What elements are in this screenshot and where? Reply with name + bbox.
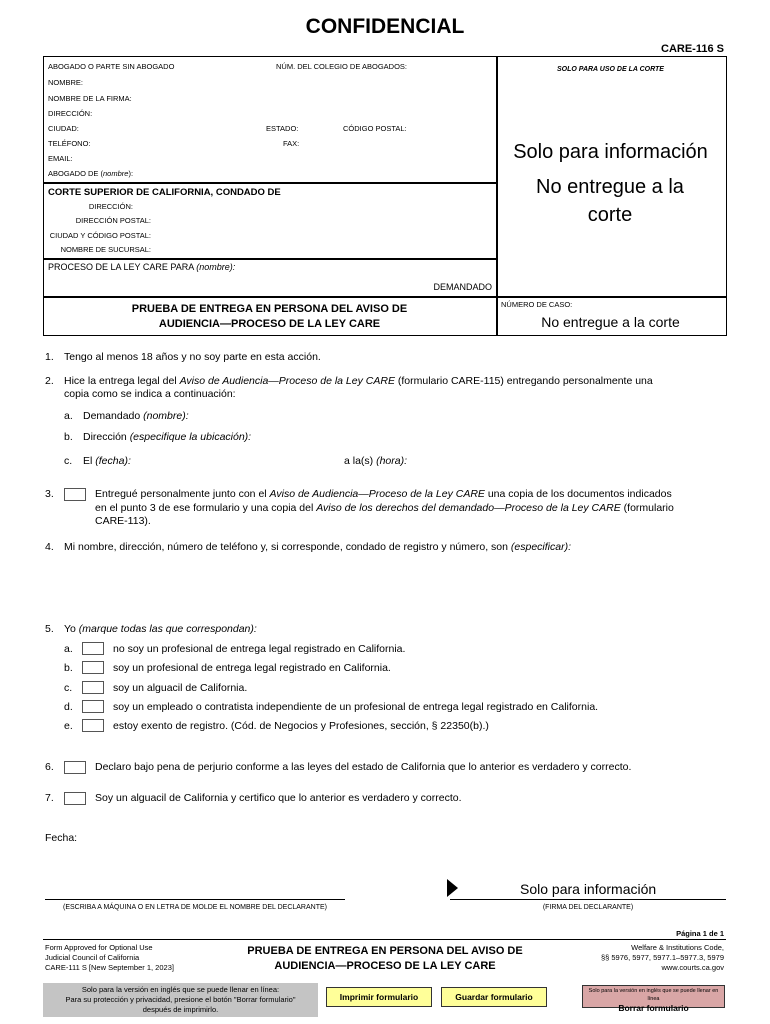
item-2-text xyxy=(64,375,744,387)
item-5e-text: estoy exento de registro. (Cód. de Negocios y Profesiones, sección, § 22350(b).) xyxy=(113,720,489,732)
item-3-text xyxy=(95,488,735,529)
item-2b-text xyxy=(83,431,251,443)
item-1-number: 1. xyxy=(45,351,54,363)
item-5e-checkbox[interactable] xyxy=(82,719,104,732)
proceeding-label xyxy=(48,262,235,272)
item-5-b: (marque todas las que correspondan): xyxy=(78,623,257,635)
item-7-checkbox[interactable] xyxy=(64,792,86,805)
clear-form-button[interactable] xyxy=(582,985,725,1013)
signature-caption: (FIRMA DEL DECLARANTE) xyxy=(542,904,634,911)
item-1-text: Tengo al menos 18 años y no soy parte en esta acción. xyxy=(64,351,321,363)
bottom-notice-3: después de imprimirlo. xyxy=(142,1005,219,1014)
item-2c-italic: (fecha): xyxy=(95,455,131,467)
item-6-checkbox[interactable] xyxy=(64,761,86,774)
item-2c-label: c. xyxy=(64,455,73,467)
item-2a-text xyxy=(83,410,189,422)
fax-label: FAX: xyxy=(283,139,300,148)
item-3-l2a: en el punto 3 de ese formulario y una copia del xyxy=(95,501,317,514)
signature-arrow-icon xyxy=(447,879,458,897)
court-city-zip-label: CIUDAD Y CÓDIGO POSTAL: xyxy=(49,231,151,240)
item-4-text xyxy=(64,541,571,553)
attorney-for-italic: nombre xyxy=(103,169,129,178)
item-5e-label: e. xyxy=(64,720,73,732)
item-2-number: 2. xyxy=(45,375,54,387)
bottom-notice-1: Solo para la versión en inglés que se puede llenar en línea: xyxy=(81,985,280,994)
item-2b-label: b. xyxy=(64,431,73,443)
item-3-line2 xyxy=(95,502,735,516)
item-2a-plain: Demandado xyxy=(83,410,144,422)
item-2c-text xyxy=(83,455,131,467)
case-number-label: NÚMERO DE CASO: xyxy=(501,300,573,309)
form-title xyxy=(43,302,496,332)
item-2c-time xyxy=(344,455,407,467)
item-5-number: 5. xyxy=(45,623,54,635)
item-3-a: Entregué personalmente junto con el xyxy=(95,488,270,500)
info-only-stamp: Solo para información xyxy=(513,141,708,163)
attorney-box xyxy=(43,56,498,184)
item-5b-text: soy un profesional de entrega legal registrado en California. xyxy=(113,662,391,674)
item-2b-italic: (especifique la ubicación): xyxy=(129,431,252,443)
name-caption: (ESCRIBA A MÁQUINA O EN LETRA DE MOLDE EL NOMBRE DEL DECLARANTE) xyxy=(63,904,327,911)
footer-rule xyxy=(43,939,726,940)
bar-number-label: NÚM. DEL COLEGIO DE ABOGADOS: xyxy=(276,62,408,71)
footer-title-2: AUDIENCIA—PROCESO DE LA LEY CARE xyxy=(274,960,496,972)
item-4-number: 4. xyxy=(45,541,54,553)
date-label: Fecha: xyxy=(45,832,78,844)
item-2c-time-italic: (hora): xyxy=(376,455,408,467)
address-label: DIRECCIÓN: xyxy=(48,109,93,118)
confidential-title: CONFIDENCIAL xyxy=(305,15,465,38)
signature-info-only: Solo para información xyxy=(520,881,657,897)
footer-left-3: CARE-111 S [New September 1, 2023] xyxy=(45,963,174,972)
footer-right-1: Welfare & Institutions Code, xyxy=(631,943,724,952)
court-mailing-label: DIRECCIÓN POSTAL: xyxy=(75,216,151,225)
item-3-c: una copia de los documentos indicados xyxy=(484,488,672,500)
footer-left-2: Judicial Council of California xyxy=(45,953,140,962)
item-4-b: (especificar): xyxy=(510,541,571,553)
city-label: CIUDAD: xyxy=(48,124,79,133)
do-not-file-stamp: No entregue a la corte xyxy=(536,176,684,226)
item-2-a: Hice la entrega legal del xyxy=(64,375,180,387)
footer-title-1: PRUEBA DE ENTREGA EN PERSONA DEL AVISO DE xyxy=(247,945,523,957)
form-title-line2: AUDIENCIA—PROCESO DE LA LEY CARE xyxy=(158,318,381,330)
footer-right-2: §§ 5976, 5977, 5977.1–5977.3, 5979 xyxy=(600,953,724,962)
item-7-number: 7. xyxy=(45,792,54,804)
name-line xyxy=(45,899,345,900)
attorney-for-text: ABOGADO DE ( xyxy=(48,169,104,178)
signature-line xyxy=(450,899,726,900)
item-2-b: Aviso de Audiencia—Proceso de la Ley CARE xyxy=(179,375,395,387)
court-title: CORTE SUPERIOR DE CALIFORNIA, CONDADO DE xyxy=(48,187,281,198)
item-5-a: Yo xyxy=(64,623,79,635)
item-2-c: (formulario CARE-115) entregando personalmente una xyxy=(394,375,653,387)
item-7-text: Soy un alguacil de California y certifico que lo anterior es verdadero y correcto. xyxy=(95,792,462,804)
attorney-for-label xyxy=(48,169,133,178)
item-3-line1 xyxy=(95,488,735,502)
item-6-number: 6. xyxy=(45,761,54,773)
save-form-button[interactable]: Guardar formulario xyxy=(441,987,547,1007)
item-4-a: Mi nombre, dirección, número de teléfono y, si corresponde, condado de registro y número, son xyxy=(64,541,511,553)
item-3-b: Aviso de Audiencia—Proceso de la Ley CARE xyxy=(269,488,485,500)
print-form-button[interactable]: Imprimir formulario xyxy=(326,987,432,1007)
court-branch-label: NOMBRE DE SUCURSAL: xyxy=(60,245,151,254)
zip-label: CÓDIGO POSTAL: xyxy=(343,124,407,133)
item-3-number: 3. xyxy=(45,488,54,500)
footer-left-1: Form Approved for Optional Use xyxy=(45,943,153,952)
item-5b-label: b. xyxy=(64,662,73,674)
item-2c-time-plain: a la(s) xyxy=(344,455,377,467)
court-use-label: SOLO PARA USO DE LA CORTE xyxy=(557,66,664,73)
email-label: EMAIL: xyxy=(48,154,73,163)
proceeding-text: PROCESO DE LA LEY CARE PARA xyxy=(48,262,197,272)
item-3-line3: CARE-113). xyxy=(95,515,151,527)
item-2-line2: copia como se indica a continuación: xyxy=(64,388,236,400)
item-5d-checkbox[interactable] xyxy=(82,700,104,713)
footer-left xyxy=(45,943,174,973)
item-5a-text: no soy un profesional de entrega legal registrado en California. xyxy=(113,643,406,655)
bottom-notice xyxy=(43,983,318,1017)
respondent-label: DEMANDADO xyxy=(433,282,492,292)
form-title-line1: PRUEBA DE ENTREGA EN PERSONA DEL AVISO DE xyxy=(131,303,408,315)
item-2c-plain: El xyxy=(83,455,96,467)
item-5-text xyxy=(64,623,257,635)
clear-form-label: Borrar formulario xyxy=(618,1003,689,1013)
firm-label: NOMBRE DE LA FIRMA: xyxy=(48,94,132,103)
proceeding-italic: (nombre): xyxy=(196,262,236,272)
item-5d-label: d. xyxy=(64,701,73,713)
court-address-label: DIRECCIÓN: xyxy=(88,202,133,211)
item-3-l2c: (formulario xyxy=(620,501,674,514)
item-2a-italic: (nombre): xyxy=(143,410,189,422)
page-number: Página 1 de 1 xyxy=(676,929,724,938)
item-5d-text: soy un empleado o contratista independiente de un profesional de entrega legal registrado en California. xyxy=(113,701,599,713)
name-label: NOMBRE: xyxy=(48,78,84,87)
form-code: CARE-116 S xyxy=(661,43,724,55)
footer-right xyxy=(601,943,724,973)
clear-form-note: Solo para la versión en inglés que se puede llenar en línea xyxy=(588,988,719,1002)
attorney-for-end: ): xyxy=(128,169,134,178)
item-5a-checkbox[interactable] xyxy=(82,642,104,655)
state-label: ESTADO: xyxy=(266,124,299,133)
item-6-text: Declaro bajo pena de perjurio conforme a las leyes del estado de California que lo anterior es verdadero y correcto. xyxy=(95,761,632,773)
attorney-party-label: ABOGADO O PARTE SIN ABOGADO xyxy=(48,62,175,71)
item-3-l2b: Aviso de los derechos del demandado—Proceso de la Ley CARE xyxy=(316,501,621,514)
footer-title xyxy=(210,944,560,974)
item-5c-label: c. xyxy=(64,682,73,694)
item-5c-text: soy un alguacil de California. xyxy=(113,682,248,694)
footer-right-3: www.courts.ca.gov xyxy=(661,963,724,972)
item-2a-label: a. xyxy=(64,410,73,422)
phone-label: TELÉFONO: xyxy=(48,139,91,148)
item-5a-label: a. xyxy=(64,643,73,655)
bottom-notice-2: Para su protección y privacidad, presione el botón "Borrar formulario" xyxy=(65,995,296,1004)
case-number-value: No entregue a la corte xyxy=(541,314,680,330)
item-2b-plain: Dirección xyxy=(83,431,130,443)
item-5b-checkbox[interactable] xyxy=(82,661,104,674)
item-5c-checkbox[interactable] xyxy=(82,681,104,694)
item-3-checkbox[interactable] xyxy=(64,488,86,501)
